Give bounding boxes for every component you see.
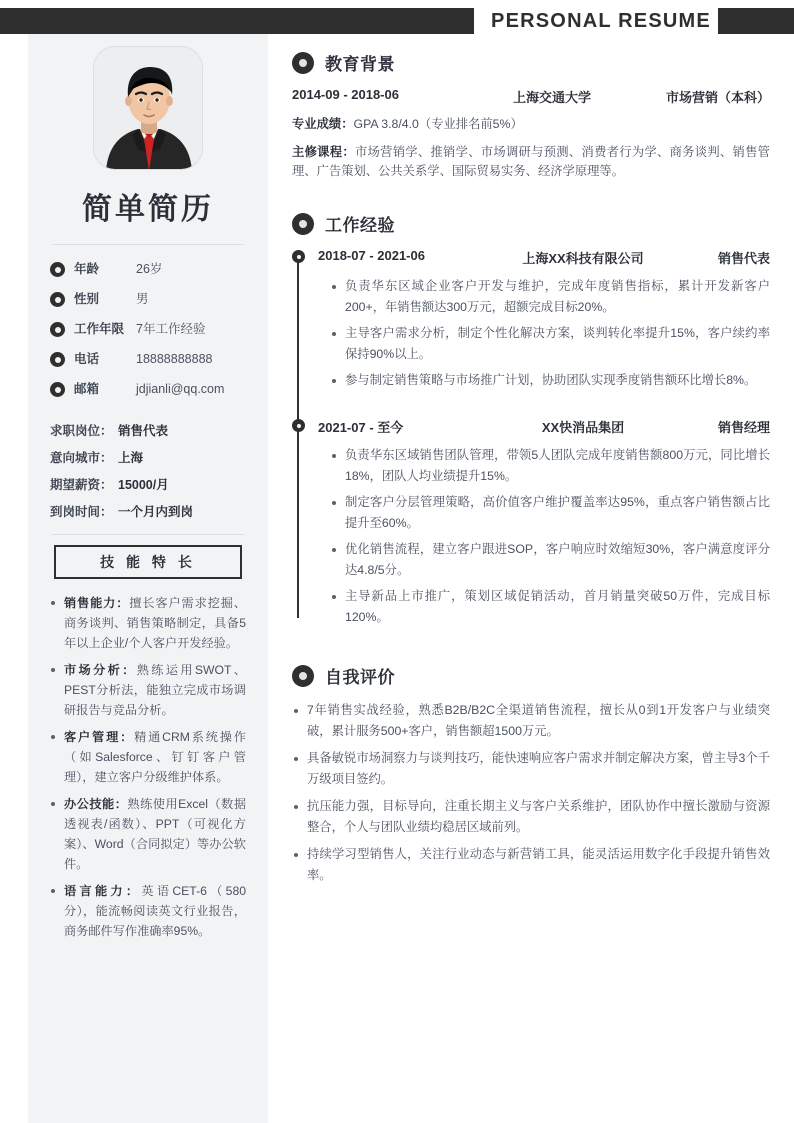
work-entry-header bbox=[318, 417, 770, 436]
info-label: 年龄 bbox=[74, 262, 100, 276]
evaluation-point: 持续学习型销售人，关注行业动态与新营销工具，能灵活运用数字化手段提升销售效率。 bbox=[292, 844, 770, 886]
info-value: 男 bbox=[136, 292, 149, 306]
section-title: 教育背景 bbox=[325, 55, 395, 74]
pref-row-salary bbox=[50, 477, 246, 493]
section-title: 自我评价 bbox=[325, 668, 395, 687]
header-bar-left bbox=[0, 8, 474, 34]
evaluation-point: 抗压能力强，目标导向，注重长期主义与客户关系维护，团队协作中擅长激励与资源整合，个人与团队业绩均稳居区域前列。 bbox=[292, 796, 770, 838]
work-point: 负责华东区域企业客户开发与维护，完成年度销售指标，累计开发新客户200+，年销售额达300万元，超额完成目标20%。 bbox=[330, 276, 770, 318]
work-points bbox=[318, 276, 770, 391]
section-title: 工作经验 bbox=[325, 216, 395, 235]
pref-value: 15000/月 bbox=[118, 478, 169, 492]
pref-row-city bbox=[50, 450, 246, 466]
info-row-age bbox=[50, 261, 246, 277]
avatar-wrap bbox=[50, 34, 246, 170]
evaluation-point: 7年销售实战经验，熟悉B2B/B2C全渠道销售流程，擅长从0到1开发客户与业绩突破，累计服务500+客户，销售额超1500万元。 bbox=[292, 700, 770, 742]
pref-value: 销售代表 bbox=[118, 424, 169, 438]
section-header-evaluation bbox=[292, 663, 770, 688]
skill-item bbox=[50, 881, 246, 941]
education-gpa bbox=[292, 115, 770, 134]
divider-top bbox=[52, 244, 244, 245]
info-value: 18888888888 bbox=[136, 352, 213, 366]
skill-term: 市场分析： bbox=[64, 663, 137, 677]
work-company: 上海XX科技有限公司 bbox=[522, 251, 644, 266]
work-role: 销售经理 bbox=[717, 420, 770, 435]
info-label: 工作年限 bbox=[74, 322, 125, 336]
work-point: 负责华东区域销售团队管理，带领5人团队完成年度销售额800万元，同比增长18%，团队人均业绩提升15%。 bbox=[330, 445, 770, 487]
education-major: 市场营销（本科） bbox=[665, 90, 770, 105]
work-entry bbox=[318, 417, 770, 628]
skill-item bbox=[50, 727, 246, 787]
education-gpa-label: 专业成绩： bbox=[292, 117, 354, 131]
circle-target-icon bbox=[292, 213, 314, 235]
work-point: 主导客户需求分析，制定个性化解决方案，谈判转化率提升15%，客户续约率保持90%以上。 bbox=[330, 323, 770, 365]
education-courses bbox=[292, 143, 770, 181]
skill-item bbox=[50, 593, 246, 653]
skill-term: 语言能力： bbox=[64, 884, 142, 898]
skill-text: 熟练使用Excel（数据透视表/函数）、PPT（可视化方案）、Word（合同拟定）等办公软件。 bbox=[64, 797, 247, 871]
info-row-experience bbox=[50, 321, 246, 337]
page-title: PERSONAL RESUME bbox=[491, 10, 711, 32]
bullet-circle-icon bbox=[50, 322, 65, 337]
skill-text: 熟练运用SWOT、PEST分析法，能独立完成市场调研报告与竞品分析。 bbox=[64, 663, 246, 717]
education-courses-value: 市场营销学、推销学、市场调研与预测、消费者行为学、商务谈判、销售管理、广告策划、公共关系学、国际贸易实务、经济学原理等。 bbox=[292, 145, 770, 178]
pref-label: 意向城市： bbox=[50, 451, 113, 465]
skill-item bbox=[50, 660, 246, 720]
section-header-work bbox=[292, 211, 770, 236]
skills-list bbox=[50, 593, 246, 941]
bullet-circle-icon bbox=[50, 382, 65, 397]
pref-label: 求职岗位： bbox=[50, 424, 113, 438]
main-content bbox=[292, 50, 770, 892]
info-row-email bbox=[50, 381, 246, 397]
work-entry-header bbox=[318, 248, 770, 267]
education-school: 上海交通大学 bbox=[512, 90, 591, 105]
work-company: XX快消品集团 bbox=[541, 420, 625, 435]
avatar bbox=[93, 46, 203, 170]
skill-text: 擅长客户需求挖掘、商务谈判、销售策略制定，具备5年以上企业/个人客户开发经验。 bbox=[64, 596, 246, 650]
skill-term: 销售能力： bbox=[64, 596, 130, 610]
timeline-dot-icon bbox=[292, 419, 305, 432]
evaluation-list bbox=[292, 700, 770, 886]
work-role: 销售代表 bbox=[717, 251, 770, 266]
section-header-education bbox=[292, 50, 770, 75]
work-point: 优化销售流程，建立客户跟进SOP，客户响应时效缩短30%，客户满意度评分达4.8/5分。 bbox=[330, 539, 770, 581]
header-bar-right bbox=[718, 8, 794, 34]
info-row-gender bbox=[50, 291, 246, 307]
sidebar bbox=[28, 34, 268, 1123]
skill-item bbox=[50, 794, 246, 874]
spacer bbox=[292, 181, 770, 211]
info-label: 电话 bbox=[74, 352, 100, 366]
education-date: 2014-09 - 2018-06 bbox=[292, 87, 399, 102]
pref-row-position bbox=[50, 423, 246, 439]
education-gpa-value: GPA 3.8/4.0（专业排名前5%） bbox=[353, 117, 523, 131]
work-points bbox=[318, 445, 770, 628]
education-courses-label: 主修课程： bbox=[292, 145, 355, 159]
info-row-phone bbox=[50, 351, 246, 367]
bullet-circle-icon bbox=[50, 292, 65, 307]
info-value: jdjianli@qq.com bbox=[136, 382, 225, 396]
resume-name: 简单简历 bbox=[82, 193, 214, 226]
divider-middle bbox=[52, 534, 244, 535]
section-education bbox=[292, 50, 770, 181]
work-point: 参与制定销售策略与市场推广计划，协助团队实现季度销售额环比增长8%。 bbox=[330, 370, 770, 391]
section-evaluation bbox=[292, 663, 770, 886]
pref-value: 上海 bbox=[118, 451, 144, 465]
evaluation-point: 具备敏锐市场洞察力与谈判技巧，能快速响应客户需求并制定解决方案，曾主导3个千万级项目签约。 bbox=[292, 748, 770, 790]
skills-heading: 技 能 特 长 bbox=[54, 545, 242, 579]
skill-term: 办公技能： bbox=[64, 797, 128, 811]
pref-label: 到岗时间： bbox=[50, 505, 113, 519]
timeline-dot-icon bbox=[292, 250, 305, 263]
circle-target-icon bbox=[292, 665, 314, 687]
work-date: 2018-07 - 2021-06 bbox=[318, 248, 425, 263]
education-entry-line bbox=[292, 87, 770, 106]
work-timeline bbox=[292, 248, 770, 628]
info-value: 26岁 bbox=[136, 262, 163, 276]
skill-text: 英语CET-6（580分），能流畅阅读英文行业报告，商务邮件写作准确率95%。 bbox=[64, 884, 247, 938]
work-date: 2021-07 - 至今 bbox=[318, 420, 404, 435]
info-label: 性别 bbox=[74, 292, 100, 306]
bullet-circle-icon bbox=[50, 262, 65, 277]
skill-term: 客户管理： bbox=[64, 730, 135, 744]
skill-text: 精通CRM系统操作（如Salesforce、钉钉客户管理），建立客户分级维护体系。 bbox=[64, 730, 246, 784]
info-label: 邮箱 bbox=[74, 382, 100, 396]
pref-row-availability bbox=[50, 504, 246, 520]
info-value: 7年工作经验 bbox=[136, 322, 206, 336]
work-entry bbox=[318, 248, 770, 391]
bullet-circle-icon bbox=[50, 352, 65, 367]
section-work bbox=[292, 211, 770, 628]
work-point: 主导新品上市推广，策划区域促销活动，首月销量突破50万件，完成目标120%。 bbox=[330, 586, 770, 628]
pref-value: 一个月内到岗 bbox=[118, 505, 194, 519]
pref-label: 期望薪资： bbox=[50, 478, 113, 492]
circle-target-icon bbox=[292, 52, 314, 74]
header-banner bbox=[0, 8, 794, 34]
spacer bbox=[292, 633, 770, 663]
work-point: 制定客户分层管理策略，高价值客户维护覆盖率达95%，重点客户销售额占比提升至60%。 bbox=[330, 492, 770, 534]
